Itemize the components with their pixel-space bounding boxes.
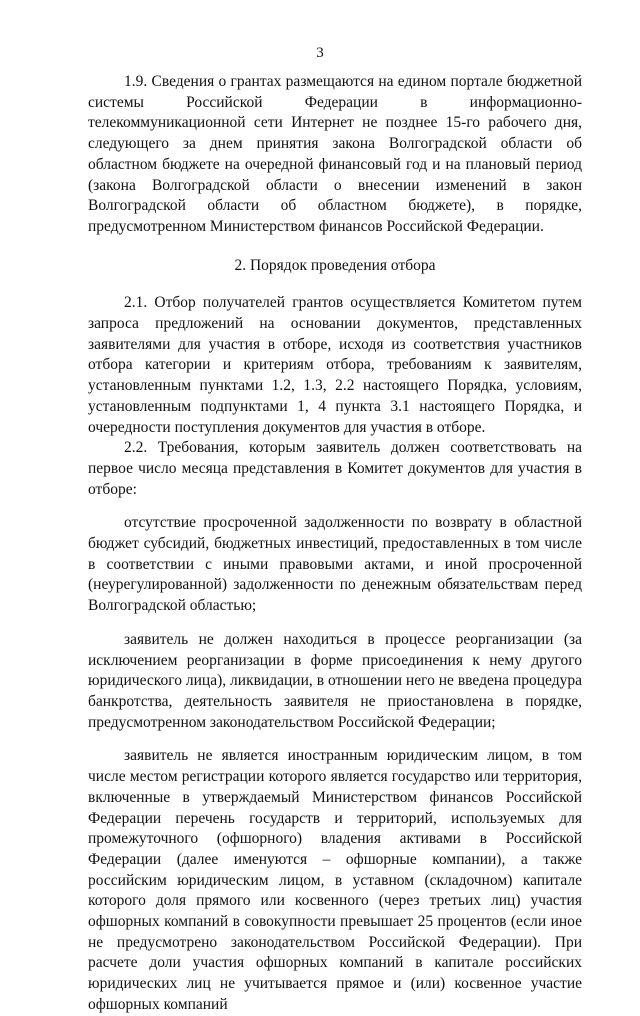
- paragraph-2-2: 2.2. Требования, которым заявитель должен соответствовать на первое число месяца представления в Комитет документов для участия в отборе:: [88, 439, 582, 498]
- requirement-no-overdue-debt: отсутствие просроченной задолженности по возврату в областной бюджет субсидий, бюджетных инвестиций, предоставленных в том числе в соответствии с иными правовыми актами, и иной просроченной (неурегулированной) задолженности по денежным обязательствам перед Волгоградской областью;: [88, 514, 582, 615]
- requirement-not-foreign-entity: заявитель не является иностранным юридическим лицом, в том числе местом регистрации которого является государство или территория, включенные в утверждаемый Министерством финансов Российской Федерации перечень государств и территорий, используемых для промежуточного (офшорного) владения активами в Российской Федерации (далее именуются – офшорные компании), а также российским юридическим лицом, в уставном (складочном) капитале которого доля прямого или косвенного (через третьих лиц) участия офшорных компаний в совокупности превышает 25 процентов (если иное не предусмотрено законодательством Российской Федерации). При расчете доли участия офшорных компаний в капитале российских юридических лиц не учитывается прямое и (или) косвенное участие офшорных компаний: [88, 747, 582, 1013]
- paragraph-2-1: 2.1. Отбор получателей грантов осуществляется Комитетом путем запроса предложений на основании документов, представленных заявителями для участия в отборе, исходя из соответствия участников отбора категории и критериям отбора, требованиям к заявителям, установленным пунктами 1.2, 1.3, 2.2 настоящего Порядка, условиям, установленным подпунктами 1, 4 пункта 3.1 настоящего Порядка, и очередности поступления документов для участия в отборе.: [88, 294, 582, 436]
- page-number: 3: [316, 45, 324, 61]
- paragraph-1-9: 1.9. Сведения о грантах размещаются на едином портале бюджетной системы Российской Федерации в информационно-телекоммуникационной сети Интернет не позднее 15-го рабочего дня, следующего за днем принятия закона Волгоградской области об областном бюджете на очередной финансовый год и на плановый период (закона Волгоградской области о внесении изменений в закон Волгоградской области об областном бюджете), в порядке, предусмотренном Министерством финансов Российской Федерации.: [88, 73, 582, 235]
- document-body: [88, 72, 582, 1016]
- section-heading-2: 2. Порядок проведения отбора: [234, 256, 436, 274]
- requirement-no-reorganization: заявитель не должен находиться в процессе реорганизации (за исключением реорганизации в форме присоединения к нему другого юридического лица), ликвидации, в отношении него не введена процедура банкротства, деятельность заявителя не приостановлена в порядке, предусмотренном законодательством Российской Федерации;: [88, 630, 582, 731]
